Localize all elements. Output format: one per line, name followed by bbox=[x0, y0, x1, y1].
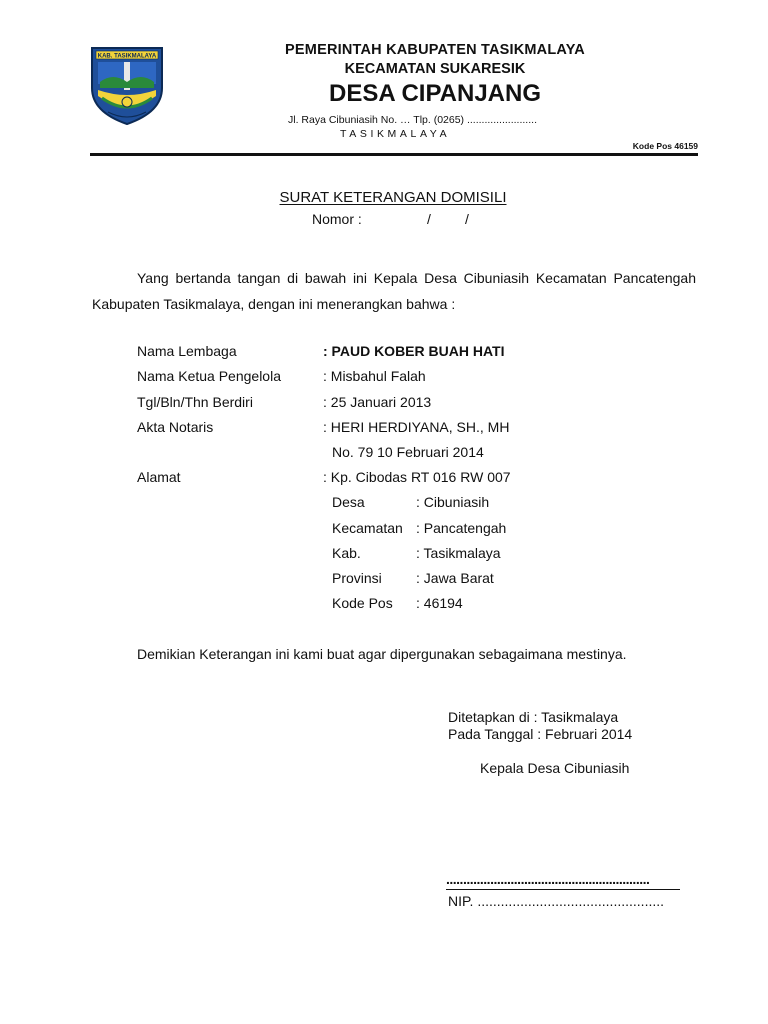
address-part-value: : Cibuniasih bbox=[416, 494, 490, 510]
header-government: PEMERINTAH KABUPATEN TASIKMALAYA bbox=[285, 42, 585, 58]
signature-place: Ditetapkan di : Tasikmalaya bbox=[448, 709, 619, 725]
detail-label: Tgl/Bln/Thn Berdiri bbox=[137, 394, 253, 410]
header-city: TASIKMALAYA bbox=[340, 128, 451, 140]
detail-value-institution: : PAUD KOBER BUAH HATI bbox=[323, 343, 505, 359]
signature-nip: NIP. ................................................ bbox=[448, 893, 665, 909]
address-part-value: : Jawa Barat bbox=[416, 570, 494, 586]
header-village: DESA CIPANJANG bbox=[328, 80, 542, 107]
closing-statement: Demikian Keterangan ini kami buat agar dipergunakan sebagaimana mestinya. bbox=[137, 646, 627, 662]
document-title: SURAT KETERANGAN DOMISILI bbox=[279, 189, 507, 206]
header-postal-code: Kode Pos 46159 bbox=[632, 141, 698, 151]
address-part-label: Kecamatan bbox=[332, 520, 403, 536]
document-number-label: Nomor : bbox=[312, 211, 362, 227]
address-part-label: Provinsi bbox=[332, 570, 382, 586]
letterhead-divider bbox=[90, 153, 698, 156]
regency-crest-logo bbox=[88, 42, 166, 126]
signature-underline bbox=[446, 889, 680, 890]
address-part-label: Desa bbox=[332, 494, 365, 510]
address-part-value: : 46194 bbox=[416, 595, 463, 611]
signature-date: Pada Tanggal : Februari 2014 bbox=[448, 726, 633, 742]
address-part-label: Kode Pos bbox=[332, 595, 393, 611]
header-address: Jl. Raya Cibuniasih No. … Tlp. (0265) ........................ bbox=[288, 114, 537, 126]
signature-title: Kepala Desa Cibuniasih bbox=[480, 760, 630, 776]
detail-value-notary: : HERI HERDIYANA, SH., MH bbox=[323, 419, 510, 435]
detail-label: Nama Lembaga bbox=[137, 343, 237, 359]
detail-value-address: : Kp. Cibodas RT 016 RW 007 bbox=[323, 469, 511, 485]
address-part-value: : Pancatengah bbox=[416, 520, 507, 536]
document-number-slash: / bbox=[465, 211, 469, 227]
intro-paragraph: Yang bertanda tangan di bawah ini Kepala Desa Cibuniasih Kecamatan Pancatengah Kabupaten Tasikmalaya, dengan ini menerangkan bahwa : bbox=[92, 270, 696, 312]
detail-value-established: : 25 Januari 2013 bbox=[323, 394, 432, 410]
detail-value-notary-number: No. 79 10 Februari 2014 bbox=[332, 444, 484, 460]
logo-text: KAB. TASIKMALAYA bbox=[97, 53, 157, 60]
detail-label: Alamat bbox=[137, 469, 181, 485]
detail-value-chair: : Misbahul Falah bbox=[323, 368, 426, 384]
header-district: KECAMATAN SUKARESIK bbox=[344, 61, 526, 77]
signature-name-line: ............................................................ bbox=[446, 871, 650, 887]
address-part-label: Kab. bbox=[332, 545, 361, 561]
document-number-slash: / bbox=[427, 211, 431, 227]
address-part-value: : Tasikmalaya bbox=[416, 545, 501, 561]
detail-label: Akta Notaris bbox=[137, 419, 214, 435]
detail-label: Nama Ketua Pengelola bbox=[137, 368, 281, 384]
